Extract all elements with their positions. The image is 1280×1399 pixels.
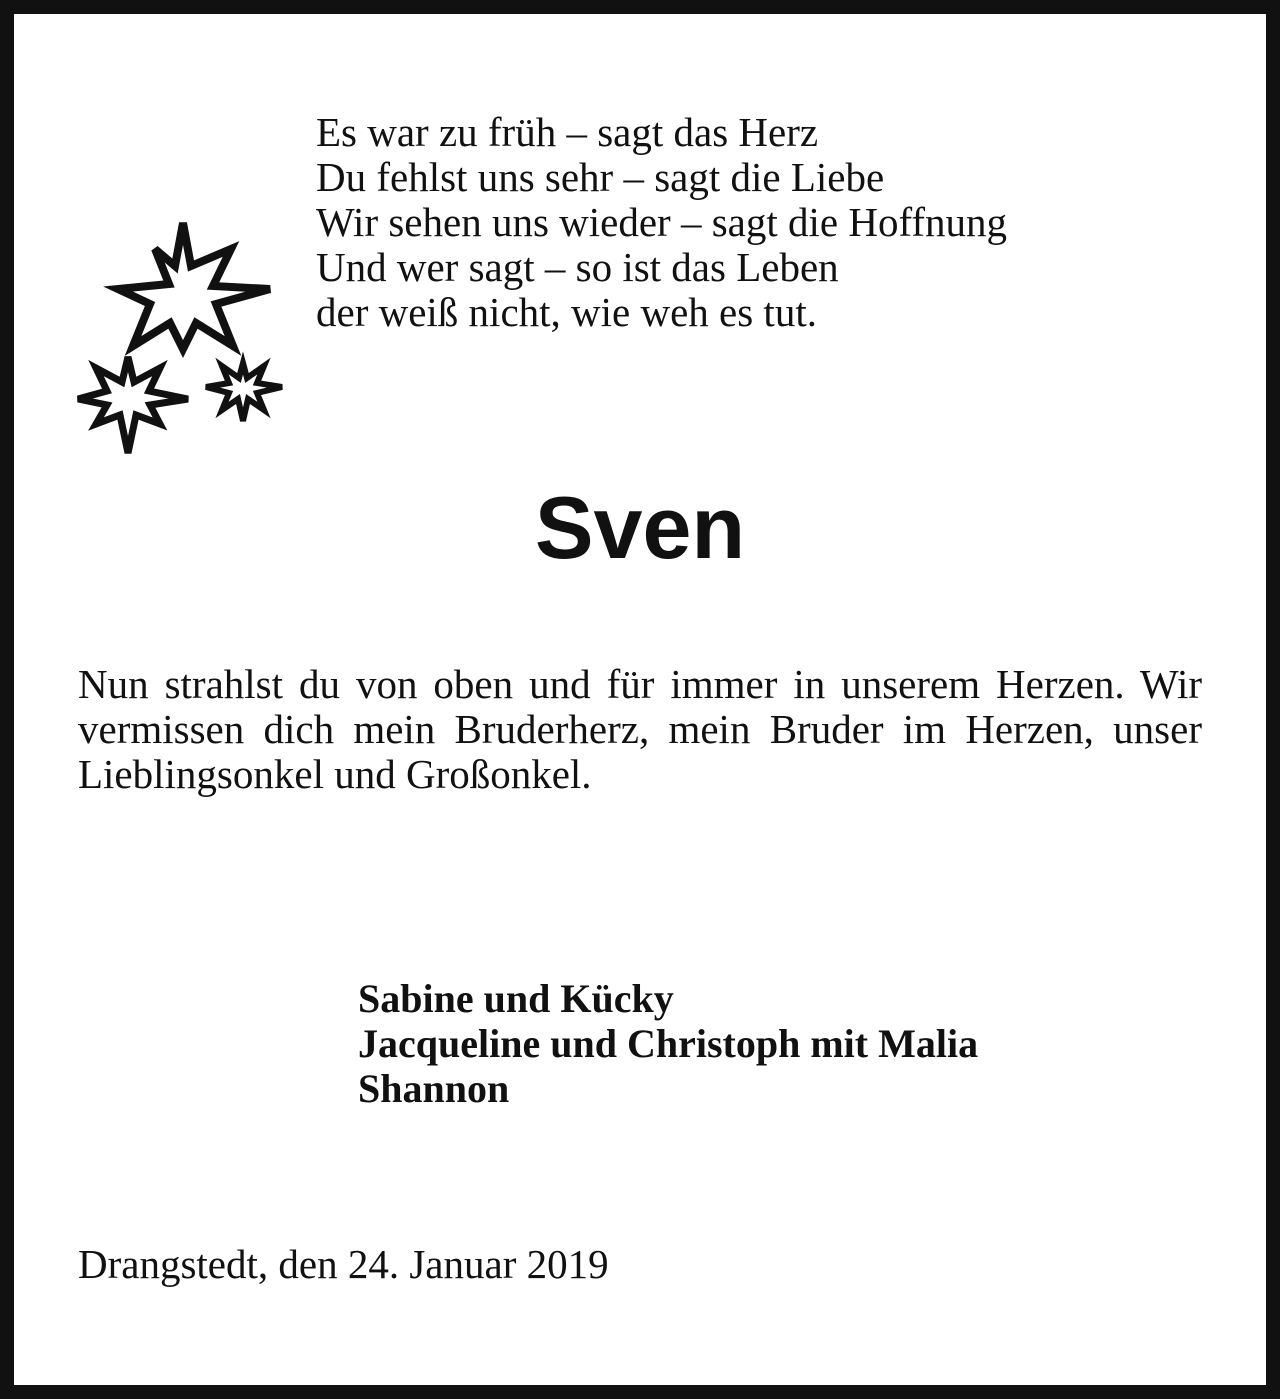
signer-line: Shannon	[358, 1066, 510, 1111]
poem-line: Und wer sagt – so ist das Leben	[316, 244, 839, 290]
poem-line: Wir sehen uns wieder – sagt die Hoffnung	[316, 199, 1008, 245]
large-star-icon	[118, 223, 270, 349]
stars-icon	[70, 215, 300, 465]
poem-line: Es war zu früh – sagt das Herz	[316, 109, 819, 155]
poem-line: Du fehlst uns sehr – sagt die Liebe	[316, 154, 885, 200]
small-star-right-icon	[206, 363, 282, 421]
memorial-message: Nun strahlst du von oben und für immer in unserem Herzen. Wir vermissen dich mein Bruderherz, mein Bruder im Herzen, unser Lieblingsonkel und Großonkel.	[78, 661, 1202, 797]
poem	[316, 110, 1007, 335]
deceased-name: Sven	[534, 478, 746, 577]
place-date: Drangstedt, den 24. Januar 2019	[78, 1241, 609, 1287]
signer-line: Sabine und Kücky	[358, 976, 674, 1021]
small-star-left-icon	[78, 357, 188, 453]
poem-line: der weiß nicht, wie weh es tut.	[316, 289, 817, 335]
signers	[358, 976, 978, 1111]
signer-line: Jacqueline und Christoph mit Malia	[358, 1021, 979, 1066]
